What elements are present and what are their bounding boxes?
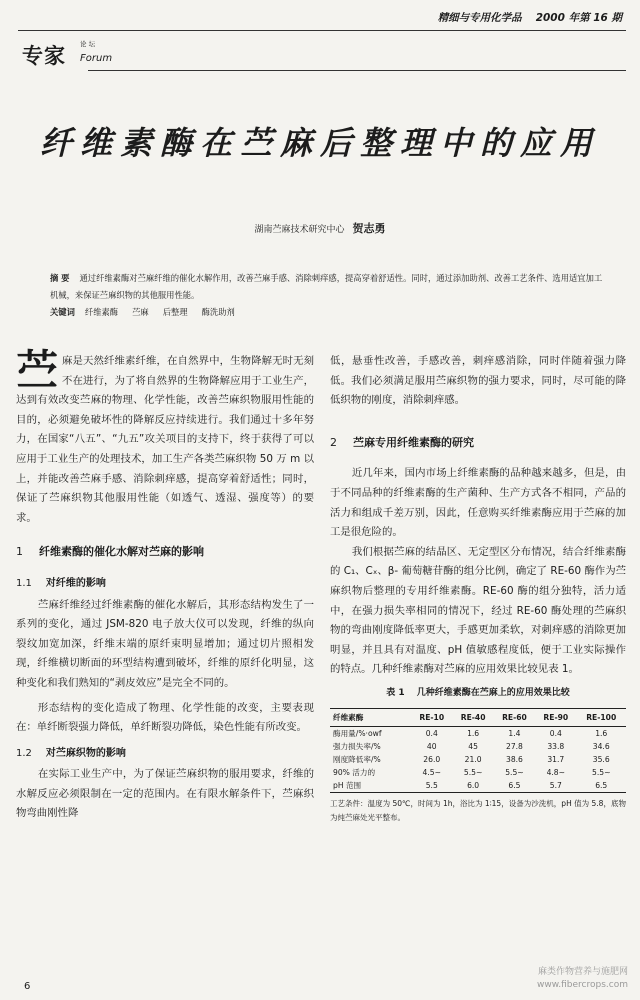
table-cell: 4.8~ xyxy=(546,767,566,777)
table-caption-text: 几种纤维素酶在苎麻上的应用效果比较 xyxy=(416,687,570,698)
left-column xyxy=(16,346,314,824)
keyword: 后整理 xyxy=(162,307,188,317)
table-cell: 6.5 xyxy=(508,780,521,790)
table-cell: 33.8 xyxy=(547,741,565,751)
table-row xyxy=(330,779,626,793)
paragraph: 苎麻纤维经过纤维素酶的催化水解后，其形态结构发生了一系列的变化，通过 JSM-820 电子放大仪可以发现，纤维的纵向裂纹加宽加深，纤维末端的原纤束明显增加；通过切片照相发现，纤维横切断面的环型结构遭到破坏，纤维的原纤化明显，这种变化和我们熟知的“剥皮效应”是完全不同的。 xyxy=(16,598,314,689)
table-note: 工艺条件：温度为 50℃，时间为 1h，浴比为 1∶15，设备为沙洗机，pH 值为 5.8，底物为纯苎麻处光平整布。 xyxy=(330,798,626,822)
table-cell: pH 范围 xyxy=(333,780,362,790)
table-cell: 1.6 xyxy=(467,728,480,738)
table-cell: 6.5 xyxy=(595,780,608,790)
section-title: 纤维素酶的催化水解对苎麻的影响 xyxy=(39,545,204,559)
table-cell: 21.0 xyxy=(464,754,482,764)
subsection-number: 1.1 xyxy=(16,577,32,589)
table-cell: 5.5~ xyxy=(592,767,611,777)
watermark xyxy=(537,966,628,992)
table-cell: 40 xyxy=(426,741,437,751)
table-cell: 31.7 xyxy=(547,754,565,764)
abstract xyxy=(50,270,610,304)
table-cell: 强力损失率/% xyxy=(333,741,381,751)
table-header-cell: RE-60 xyxy=(502,712,527,722)
watermark-url: www.fibercrops.com xyxy=(537,980,628,990)
abstract-text: 通过纤维素酶对苎麻纤维的催化水解作用，改善苎麻手感、消除刺痒感，提高穿着舒适性。同时，通过添加助剂、改善工艺条件、选用适宜加工机械，来保证苎麻织物的其他服用性能。 xyxy=(50,273,603,300)
drop-cap: 苎 xyxy=(16,346,59,395)
column-tag-main: 专家 xyxy=(22,44,66,68)
table-row xyxy=(330,766,626,779)
table-cell: 刚度降低率/% xyxy=(333,754,381,764)
enzyme-comparison-table xyxy=(330,708,626,793)
table-header-cell: 纤维素酶 xyxy=(333,712,364,722)
table-caption xyxy=(330,684,626,704)
column-rule xyxy=(88,70,626,71)
column-tag-forum: Forum xyxy=(80,53,113,64)
table-header-row xyxy=(330,708,626,726)
keyword: 苎麻 xyxy=(132,307,149,317)
header-rule xyxy=(18,30,626,31)
author-name: 贺志勇 xyxy=(352,222,386,235)
table-cell: 45 xyxy=(468,741,478,751)
table-cell: 4.5~ xyxy=(422,767,441,777)
table-cell: 35.6 xyxy=(592,754,610,764)
table-cell: 6.0 xyxy=(467,780,480,790)
table-number: 表 1 xyxy=(386,687,405,698)
paragraph: 我们根据苎麻的结晶区、无定型区分布情况，结合纤维素酶的 C₁、Cₓ、β- 葡萄糖苷酶的组分比例，确定了 RE-60 酶作为苎麻织物后整理的专用纤维素酶。RE-60 酶的组分独特，活力适中，在强力损失率相同的情况下，经过 RE-60 酶处理的苎麻织物的弯曲刚度降低率更大，手感更加柔软，对刺痒感的消除更加明显，并且具有对温度、pH 值敏感程度低，便于工业实际操作的特点。几种纤维素酶对苎麻的应用效果比较见表 1。 xyxy=(330,545,626,676)
column-tag xyxy=(22,40,113,70)
table-cell: 34.6 xyxy=(592,741,610,751)
affiliation: 湖南苎麻技术研究中心 xyxy=(254,225,345,235)
table-header-cell: RE-40 xyxy=(460,712,486,722)
paragraph: 形态结构的变化造成了物理、化学性能的改变，主要表现在：单纤断裂强力降低，单纤断裂功降低，染色性能有所改变。 xyxy=(16,701,314,734)
paragraph: 低，悬垂性改善，手感改善，刺痒感消除，同时伴随着强力降低。我们必须满足服用苎麻织物的强力要求，同时，尽可能的降低织物的刚度，消除刺痒感。 xyxy=(330,355,626,407)
table-cell: 酶用量/%·owf xyxy=(333,728,382,738)
journal-name: 精细与专用化学品 xyxy=(437,12,522,24)
watermark-site-name: 麻类作物营养与施肥网 xyxy=(537,967,628,977)
section-2-heading xyxy=(330,433,626,453)
abstract-label: 摘 要 xyxy=(50,273,70,283)
table-row xyxy=(330,740,626,753)
table-row xyxy=(330,726,626,740)
table-cell: 27.8 xyxy=(505,741,523,751)
intro-text: 麻是天然纤维素纤维，在自然界中，生物降解无时无刻不在进行，为了将自然界的生物降解应用于工业生产，达到有效改变苎麻的物理、化学性能，改善苎麻织物服用性能的目的，必须避免破坏性的降解反应持续进行。我们通过十多年努力，在国家“八五”、“九五”攻关项目的支持下，终于获得了可以应用于工业生产的处理技术，加工生产各类苎麻织物 50 万 m 以上，并能改善苎麻手感、消除刺痒感，提高穿着舒适性；同时，保证了苎麻织物其他服用性能（如透气、透湿、强度等）的要求。 xyxy=(16,355,314,524)
table-cell: 5.7 xyxy=(549,780,562,790)
issue-label: 2000 年第 16 期 xyxy=(535,12,622,24)
article-title: 纤维素酶在苎麻后整理中的应用 xyxy=(39,124,600,162)
table-cell: 26.0 xyxy=(423,754,441,764)
subsection-1-1-heading xyxy=(16,574,314,594)
intro-paragraph xyxy=(16,346,314,528)
section-number: 1 xyxy=(16,545,23,559)
section-number: 2 xyxy=(330,435,337,449)
table-header-cell: RE-10 xyxy=(419,712,445,722)
keyword: 酶洗助剂 xyxy=(201,307,235,317)
table-header-cell: RE-90 xyxy=(543,712,569,722)
table-cell: 1.6 xyxy=(595,728,608,738)
table-cell: 5.5 xyxy=(425,780,438,790)
table-row xyxy=(330,753,626,766)
column-tag-small: 论 坛 xyxy=(80,40,96,48)
subsection-1-2-heading xyxy=(16,744,314,764)
table-cell: 1.4 xyxy=(508,728,521,738)
section-1-heading xyxy=(16,542,314,562)
subsection-number: 1.2 xyxy=(16,747,32,759)
table-cell: 90% 活力的 xyxy=(333,767,376,777)
subsection-title: 对纤维的影响 xyxy=(45,577,106,589)
keywords xyxy=(50,304,610,321)
right-column xyxy=(330,352,626,825)
abstract-block xyxy=(50,270,610,321)
paragraph: 在实际工业生产中，为了保证苎麻织物的服用要求，纤维的水解反应必须限制在一定的范围内。在有限水解条件下，苎麻织物弯曲刚性降 xyxy=(16,768,314,820)
paragraph: 近几年来，国内市场上纤维素酶的品种越来越多，但是，由于不同品种的纤维素酶的生产菌种、生产方式各不相同，产品的活力和组成千差万别，因此，任意购买纤维素酶应用于苎麻的加工是很危险的。 xyxy=(330,467,626,539)
page-number: 6 xyxy=(24,981,31,992)
table-header-cell: RE-100 xyxy=(586,712,617,722)
section-title: 苎麻专用纤维素酶的研究 xyxy=(353,435,474,449)
keyword: 纤维素酶 xyxy=(84,307,119,317)
table-cell: 0.4 xyxy=(549,728,562,738)
table-cell: 38.6 xyxy=(505,754,523,764)
table-cell: 0.4 xyxy=(425,728,438,738)
running-header xyxy=(438,10,622,25)
byline xyxy=(0,220,640,236)
keywords-label: 关键词 xyxy=(50,307,75,317)
table-cell: 5.5~ xyxy=(505,767,524,777)
subsection-title: 对苎麻织物的影响 xyxy=(45,747,126,759)
table-cell: 5.5~ xyxy=(463,767,483,777)
